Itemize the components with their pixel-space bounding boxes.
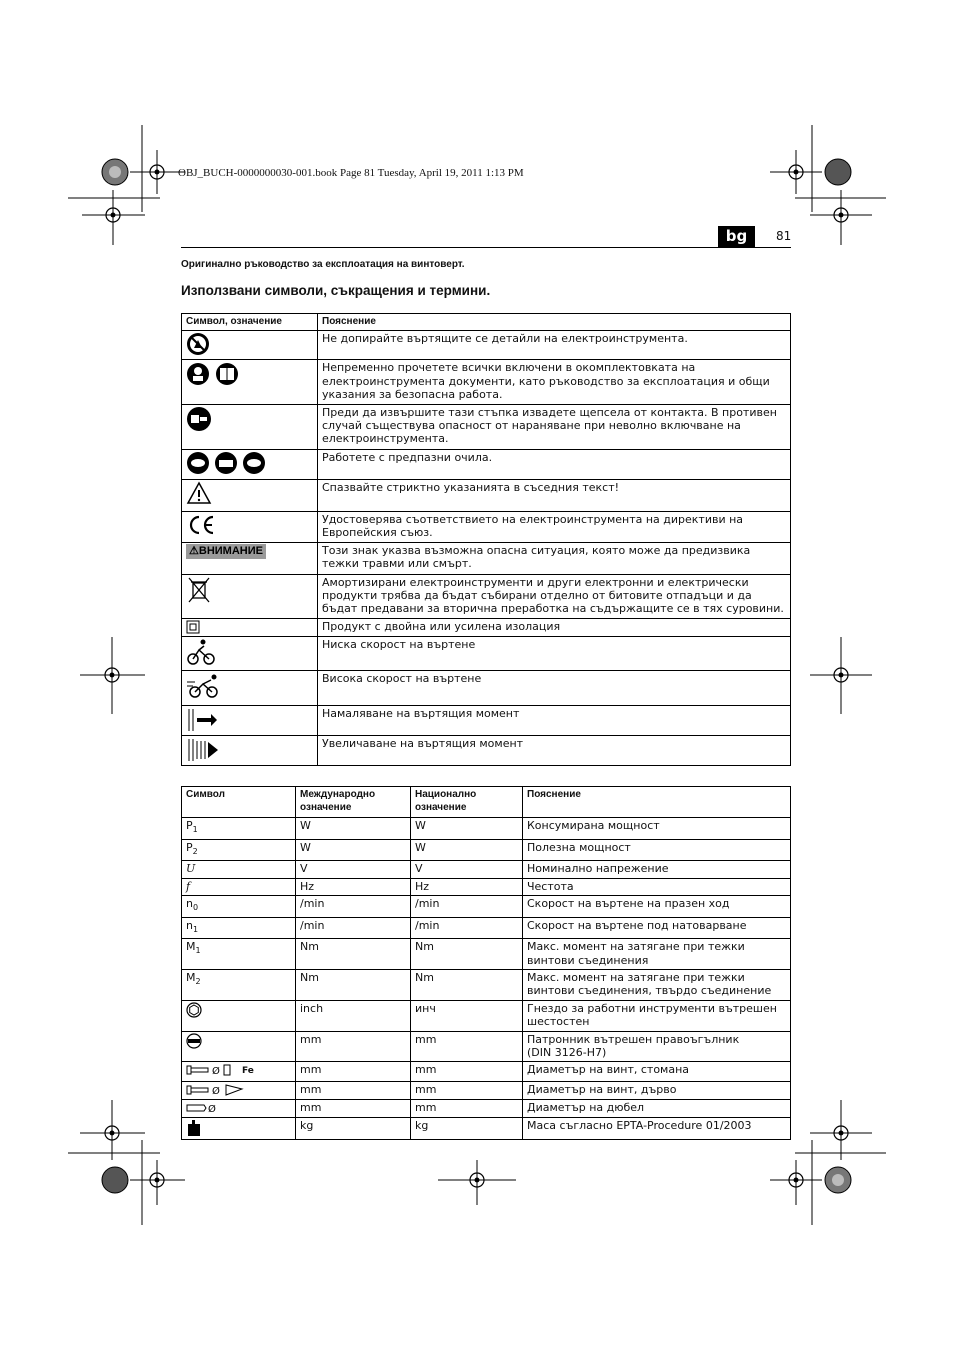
unplug-icon	[186, 406, 212, 432]
column-header: Национално означение	[411, 787, 523, 818]
table-row	[182, 542, 791, 574]
dowel-icon	[186, 1101, 220, 1115]
table-row: inch инч Гнездо за работни инструменти вътрешен шестостен	[182, 1000, 791, 1031]
table-row	[182, 360, 791, 404]
symbol-cell: $M_2$	[182, 970, 296, 1001]
table-row	[182, 636, 791, 670]
symbol-cell	[182, 1117, 296, 1139]
table-row: $M_1$ Nm Nm Макс. момент на затягане при тежки винтови съединения	[182, 939, 791, 970]
column-header: Международно означение	[296, 787, 411, 818]
torque-decrease-icon	[186, 707, 220, 733]
square-chuck-icon	[186, 1033, 202, 1049]
no-touch-icon	[186, 332, 210, 356]
symbol-cell	[182, 1081, 296, 1099]
symbol-cell: $n_1$	[182, 917, 296, 939]
column-header: Пояснение	[318, 314, 791, 331]
screw-wood-icon	[186, 1083, 246, 1097]
symbol-cell: $n_0$	[182, 896, 296, 918]
ce-mark-icon	[186, 513, 216, 537]
section-title: Използвани символи, съкращения и термини.	[181, 283, 491, 298]
symbol-cell	[182, 1000, 296, 1031]
weight-icon	[186, 1119, 202, 1137]
row-text: Висока скорост на въртене	[318, 670, 791, 705]
svg-text:Ø: Ø	[212, 1085, 220, 1097]
row-text: Ниска скорост на въртене	[318, 636, 791, 670]
symbol-cell: $P_2$	[182, 839, 296, 861]
column-header: Символ	[182, 787, 296, 818]
row-text: Непременно прочетете всички включени в окомплектовката на електроинструмента документи, като ръководство за експлоатация и общи указания за безопасна работа.	[318, 360, 791, 404]
table-row	[182, 705, 791, 735]
column-header: Пояснение	[523, 787, 791, 818]
page-number: 81	[776, 229, 792, 243]
table-row	[182, 574, 791, 618]
row-text: Преди да извършите тази стъпка извадете щепсела от контакта. В противен случай съществува опасност от нараняване при неволно включване на електроинструмента.	[318, 404, 791, 449]
symbol-cell: $M_1$	[182, 939, 296, 970]
slow-bike-icon	[186, 638, 216, 666]
table-row: Ø mm mm Диаметър на дюбел	[182, 1099, 791, 1117]
warning-triangle-icon	[186, 481, 212, 505]
header-rule	[181, 247, 791, 248]
hex-socket-icon	[186, 1002, 202, 1018]
table-row	[182, 511, 791, 542]
table-row: kg kg Маса съгласно EPTA-Procedure 01/2003	[182, 1117, 791, 1139]
symbols-table	[181, 313, 791, 766]
table-row: f Hz Hz Честота	[182, 878, 791, 895]
symbol-cell: U	[182, 861, 296, 878]
table-row	[182, 331, 791, 360]
row-text: Работете с предпазни очила.	[318, 449, 791, 479]
symbol-cell: Ø Fe	[182, 1062, 296, 1081]
table-row: Ø mm mm Диаметър на винт, дърво	[182, 1081, 791, 1099]
table-row	[182, 670, 791, 705]
language-badge: bg	[718, 226, 755, 247]
column-header: Символ, означение	[182, 314, 318, 331]
crossed-bin-icon	[186, 576, 212, 604]
symbol-cell: f	[182, 878, 296, 895]
table-header-row	[182, 314, 791, 331]
table-row: $P_1$ W W Консумирана мощност	[182, 818, 791, 840]
table-row: $n_1$ /min /min Скорост на въртене под натоварване	[182, 917, 791, 939]
table-row: $n_0$ /min /min Скорост на въртене на празен ход	[182, 896, 791, 918]
screw-steel-icon	[186, 1063, 240, 1077]
fast-bike-icon	[186, 672, 220, 700]
table-row: Ø Fe mm mm Диаметър на винт, стомана	[182, 1062, 791, 1081]
safety-glasses-icon	[186, 451, 268, 475]
row-text: Не допирайте въртящите се детайли на електроинструмента.	[318, 331, 791, 360]
table-row: $M_2$ Nm Nm Макс. момент на затягане при тежки винтови съединения, твърдо съединение	[182, 970, 791, 1001]
table-row	[182, 404, 791, 449]
double-insulation-icon	[186, 620, 200, 634]
torque-increase-icon	[186, 737, 220, 763]
row-text: Удостоверява съответствието на електроинструмента на директиви на Европейския съюз.	[318, 511, 791, 542]
table-row	[182, 735, 791, 765]
row-text: Намаляване на въртящия момент	[318, 705, 791, 735]
row-text: Амортизирани електроинструменти и други електронни и електрически продукти трябва да бъдат събирани отделно от битовите отпадъци и да бъдат предавани за вторична преработка на съдържащите се в тях суровини.	[318, 574, 791, 618]
table-row	[182, 618, 791, 636]
warning-label: ⚠ВНИМАНИЕ	[186, 544, 266, 559]
table-header-row	[182, 787, 791, 818]
svg-text:Ø: Ø	[212, 1066, 220, 1078]
row-text: Увеличаване на въртящия момент	[318, 735, 791, 765]
abbreviations-table	[181, 786, 791, 1140]
table-row	[182, 449, 791, 479]
symbol-cell: $P_1$	[182, 818, 296, 840]
table-row	[182, 479, 791, 511]
symbol-cell	[182, 1031, 296, 1062]
row-text: Този знак указва възможна опасна ситуация, която може да предизвика тежки травми или смърт.	[318, 542, 791, 574]
svg-text:Ø: Ø	[208, 1103, 216, 1115]
print-header: OBJ_BUCH-0000000030-001.book Page 81 Tuesday, April 19, 2011 1:13 PM	[178, 167, 524, 179]
document-subtitle: Оригинално ръководство за експлоатация на винтоверт.	[181, 259, 465, 270]
table-row: mm mm Патронник вътрешен правоъгълник (DIN 3126-H7)	[182, 1031, 791, 1062]
row-text: Продукт с двойна или усилена изолация	[318, 618, 791, 636]
table-row: $P_2$ W W Полезна мощност	[182, 839, 791, 861]
read-manual-icon	[186, 361, 242, 387]
symbol-cell	[182, 1099, 296, 1117]
row-text: Спазвайте стриктно указанията в съседния текст!	[318, 479, 791, 511]
table-row: U V V Номинално напрежение	[182, 861, 791, 878]
